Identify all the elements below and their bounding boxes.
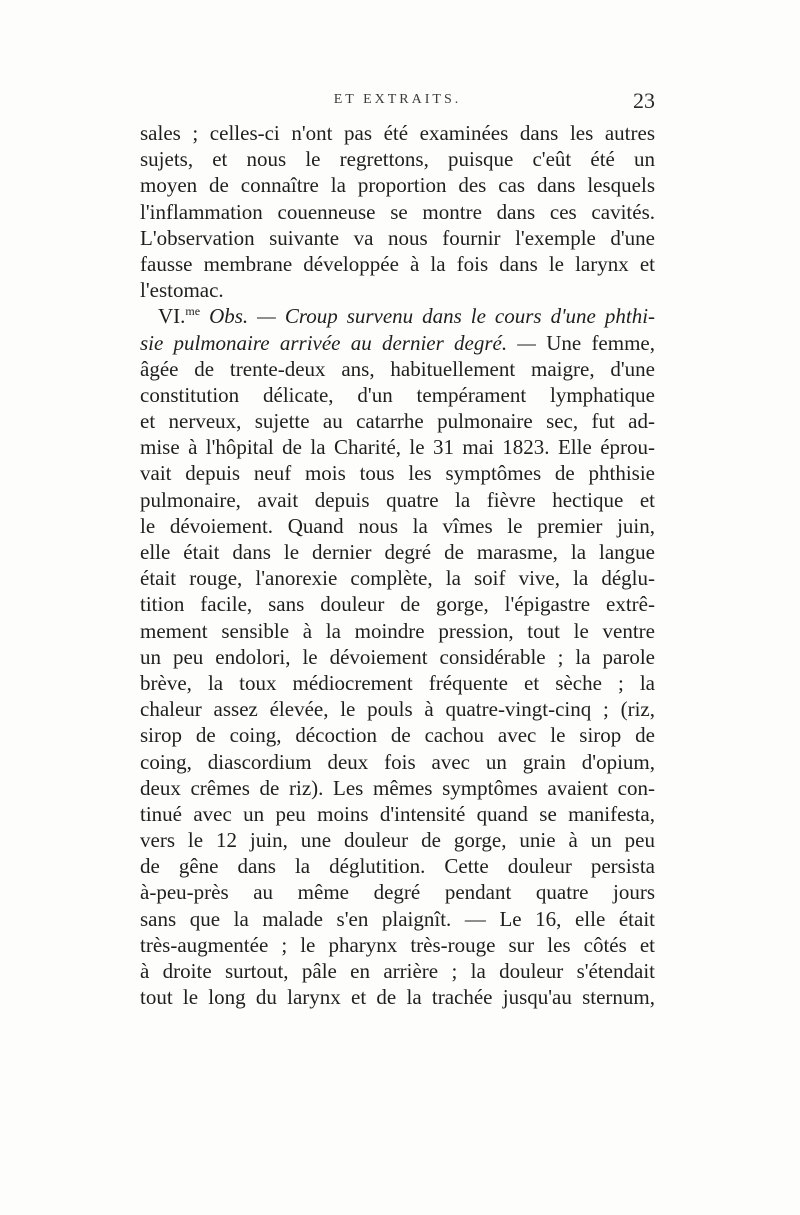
text-line: tinué avec un peu moins d'intensité quand se manifesta, [140,801,655,826]
text-line: sales ; celles-ci n'ont pas été examinées dans les autres [140,121,655,145]
text-line [140,330,655,356]
text-line: un peu endolori, le dévoiement considérable ; la parole [140,644,655,669]
text-line: tout le long du larynx et de la trachée jusqu'au sternum, [140,985,655,1010]
observation-label: Obs. — [209,304,276,329]
text-line: était rouge, l'anorexie complète, la soif vive, la déglu- [140,566,655,591]
text-line: pulmonaire, avait depuis quatre la fièvre hectique et [140,487,655,512]
text-line: mise à l'hôpital de la Charité, le 31 mai 1823. Elle éprou- [140,435,655,460]
text-line: deux crêmes de riz). Les mêmes symptômes avaient con- [140,775,655,800]
text-line: brève, la toux médiocrement fréquente et sèche ; la [140,670,655,695]
text-line: à droite surtout, pâle en arrière ; la douleur s'étendait [140,959,655,983]
text-line: et nerveux, sujette au catarrhe pulmonaire sec, fut ad- [140,409,655,434]
text-line: coing, diascordium deux fois avec un grain d'opium, [140,749,655,774]
text-line: moyen de connaître la proportion des cas dans lesquels [140,173,655,198]
running-title: ET EXTRAITS. [333,92,462,107]
observation-heading-line [140,303,655,329]
text-line: à-peu-près au même degré pendant quatre jours [140,880,655,905]
text-line: sirop de coing, décoction de cachou avec le sirop de [140,723,655,748]
body-text [140,120,655,1010]
text-line: le dévoiement. Quand nous la vîmes le premier juin, [140,513,655,538]
text-line: constitution délicate, d'un tempérament lymphatique [140,382,655,407]
text-line: de gêne dans la déglutition. Cette douleur persista [140,854,655,879]
text-line: l'inflammation couenneuse se montre dans ces cavités. [140,199,655,224]
text-line: fausse membrane développée à la fois dans le larynx et [140,251,655,276]
text-line: vers le 12 juin, une douleur de gorge, unie à un peu [140,828,655,853]
text-line: très-augmentée ; le pharynx très-rouge sur les côtés et [140,932,655,957]
text-line-remainder: Une femme, [535,330,655,355]
running-head [140,88,655,118]
text-line: tition facile, sans douleur de gorge, l'épigastre extrê- [140,592,655,617]
text-line: sujets, et nous le regrettons, puisque c'eût été un [140,147,655,172]
page-number: 23 [633,88,655,113]
text-line: sans que la malade s'en plaignît. — Le 16, elle était [140,906,655,931]
text-line: âgée de trente-deux ans, habituellement maigre, d'une [140,356,655,381]
text-line: elle était dans le dernier degré de marasme, la langue [140,540,655,564]
text-line: L'observation suivante va nous fournir l'exemple d'une [140,225,655,250]
observation-title-continued: sie pulmonaire arrivée au dernier degré. — [140,330,536,355]
observation-title: Croup survenu dans le cours d'une phthi- [284,304,655,329]
observation-number-superscript: me [185,304,201,319]
text-line: l'estomac. [140,278,224,303]
observation-number: VI. [158,304,186,329]
text-line: mement sensible à la moindre pression, tout le ventre [140,618,655,643]
text-line: vait depuis neuf mois tous les symptômes de phthisie [140,461,655,486]
text-line: chaleur assez élevée, le pouls à quatre-vingt-cinq ; (riz, [140,697,655,722]
